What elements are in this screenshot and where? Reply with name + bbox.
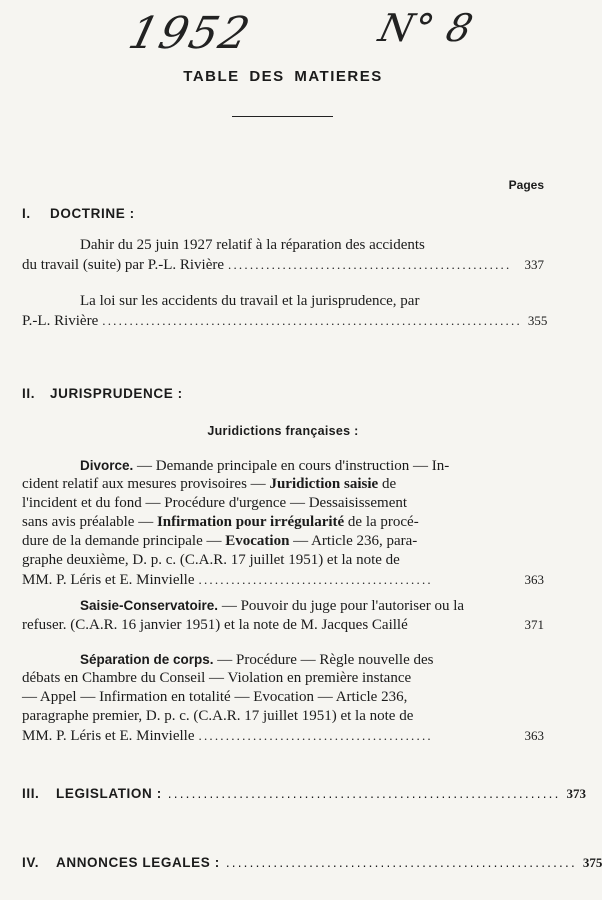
toc-entry-saisie-conservatoire: [22, 596, 544, 634]
dot-leader: ...........................................................: [225, 855, 577, 870]
section-label: DOCTRINE :: [50, 206, 135, 221]
section-heading-annonces-legales: [22, 855, 602, 871]
toc-entry-separation-de-corps: [22, 650, 544, 745]
page-title: TABLE DES MATIERES: [183, 68, 383, 85]
entry-text: cident relatif aux mesures provisoires —: [22, 476, 270, 492]
entry-text: l'incident et du fond — Procédure d'urgence — Dessaisissement: [22, 495, 408, 511]
page-number: 337: [524, 257, 544, 272]
section-label: JURISPRUDENCE :: [50, 386, 183, 401]
section-number: II.: [22, 386, 36, 401]
entry-text: Dahir du 25 juin 1927 relatif à la réparation des accidents: [80, 237, 425, 253]
section-heading-doctrine: [22, 206, 135, 221]
subsection-heading: Juridictions françaises :: [207, 424, 359, 438]
toc-entry-dahir: [22, 236, 544, 274]
entry-text: — Procédure — Règle nouvelle des: [213, 652, 434, 668]
entry-emphasis: Evocation: [225, 533, 290, 549]
toc-entry-loi-accidents: [22, 292, 548, 330]
entry-text: P.-L. Rivière: [22, 313, 99, 329]
page-number: 355: [527, 313, 548, 328]
page-number: 375: [582, 855, 602, 870]
page-number: 371: [524, 617, 544, 632]
entry-text: — Article 236, para-: [289, 533, 418, 549]
page-number: 363: [524, 728, 544, 743]
dot-leader: .............................................................................: [102, 313, 522, 328]
entry-text: du travail (suite) par P.-L. Rivière: [22, 257, 225, 273]
entry-text: — Appel — Infirmation en totalité — Evocation — Article 236,: [22, 689, 408, 705]
handwritten-issue-number: N° 8: [374, 6, 479, 50]
entry-text: sans avis préalable —: [22, 514, 157, 530]
section-label: ANNONCES LEGALES :: [56, 855, 220, 870]
page-number: 373: [566, 786, 587, 801]
dot-leader: ..................................................................: [167, 786, 561, 801]
title-divider: [232, 116, 333, 117]
section-number: IV.: [22, 855, 40, 870]
entry-text: paragraphe premier, D. p. c. (C.A.R. 17 juillet 1951) et la note de: [22, 708, 414, 724]
entry-text: La loi sur les accidents du travail et la jurisprudence, par: [80, 293, 420, 309]
entry-text: MM. P. Léris et E. Minvielle: [22, 572, 195, 588]
pages-column-header: Pages: [508, 178, 544, 192]
dot-leader: ...........................................: [198, 728, 433, 743]
section-heading-jurisprudence: [22, 386, 183, 401]
entry-text: de: [378, 476, 397, 492]
section-number: III.: [22, 786, 40, 801]
section-heading-legislation: [22, 786, 587, 802]
entry-lead: Saisie-Conservatoire.: [80, 598, 219, 613]
entry-emphasis: Infirmation pour irrégularité: [156, 514, 345, 530]
entry-text: graphe deuxième, D. p. c. (C.A.R. 17 juillet 1951) et la note de: [22, 552, 400, 568]
entry-lead: Divorce.: [80, 458, 134, 473]
toc-entry-divorce: [22, 456, 544, 589]
entry-text: — Demande principale en cours d'instruction — In-: [133, 458, 450, 474]
dot-leader: ....................................................: [228, 257, 512, 272]
section-number: I.: [22, 206, 31, 221]
entry-emphasis: Juridiction saisie: [269, 476, 379, 492]
entry-text: — Pouvoir du juge pour l'autoriser ou la: [218, 598, 465, 614]
entry-text: refuser. (C.A.R. 16 janvier 1951) et la note de M. Jacques Caillé: [22, 617, 408, 633]
dot-leader: ...........................................: [198, 572, 433, 587]
section-label: LEGISLATION :: [56, 786, 162, 801]
entry-text: de la procé-: [344, 514, 419, 530]
entry-lead: Séparation de corps.: [80, 652, 214, 667]
page-number: 363: [524, 572, 544, 587]
entry-text: débats en Chambre du Conseil — Violation en première instance: [22, 670, 412, 686]
entry-text: MM. P. Léris et E. Minvielle: [22, 728, 195, 744]
entry-text: dure de la demande principale —: [22, 533, 226, 549]
handwritten-year: 1952: [123, 8, 257, 59]
